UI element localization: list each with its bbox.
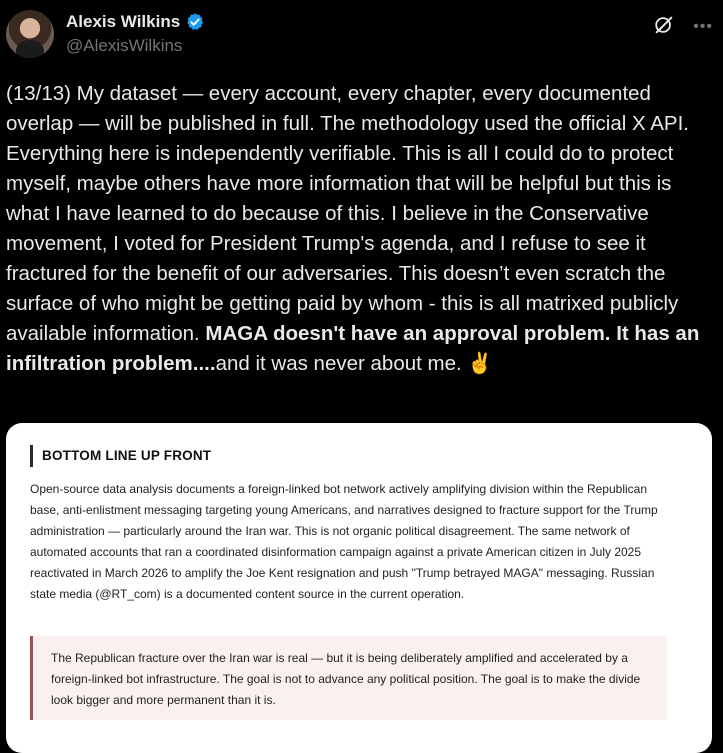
card-callout — [30, 636, 667, 720]
more-icon[interactable]: ••• — [693, 18, 713, 35]
grok-icon[interactable] — [653, 14, 675, 36]
verified-badge-icon — [185, 12, 205, 32]
tweet-text-bold: MAGA doesn't have an approval problem. It has an infiltration problem.... — [6, 322, 700, 375]
tweet-text-intro: (13/13) My dataset — every account, every chapter, every documented overlap — will be published in full. The methodology used the official X API. Everything here is independently verifiable. This is all I could do to protect myself, maybe others have more information that will be helpful but this is what I have learned to do because of this. I believe in the Conservative movement, I voted for President Trump's agenda, and I refuse to see it fractured for the benefit of our adversaries. This doesn’t even scratch the surface of who might be getting paid by whom - this is all matrixed publicly available information. — [6, 82, 689, 345]
card-body-text: Open-source data analysis documents a foreign-linked bot network actively amplifying division within the Republican base, anti-enlistment messaging targeting young Americans, and narratives designed to fracture support for the Trump administration — particularly around the Iran war. This is not organic political disagreement. The same network of automated accounts that ran a coordinated disinformation campaign against a private American citizen in July 2025 reactivated in March 2026 to amplify the Joe Kent resignation and push "Trump betrayed MAGA" messaging. Russian state media (@RT_com) is a documented content source in the current operation. — [30, 482, 658, 601]
card-heading: BOTTOM LINE UP FRONT — [30, 445, 211, 467]
avatar[interactable] — [6, 10, 54, 58]
author-display-name[interactable]: Alexis Wilkins — [66, 12, 181, 31]
tweet-text — [6, 79, 706, 379]
tweet-header — [6, 10, 713, 62]
card-callout-text: The Republican fracture over the Iran war is real — but it is being deliberately amplified and accelerated by a foreign-linked bot infrastructure. The goal is not to advance any political position. The goal is to make the divide look bigger and more permanent than it is. — [51, 651, 641, 707]
author-handle[interactable]: @AlexisWilkins — [66, 36, 183, 55]
tweet-text-outro: and it was never about me. — [215, 352, 468, 375]
media-card-image[interactable] — [6, 423, 712, 753]
victory-hand-emoji: ✌️ — [467, 352, 493, 375]
author-name-row — [66, 12, 205, 32]
